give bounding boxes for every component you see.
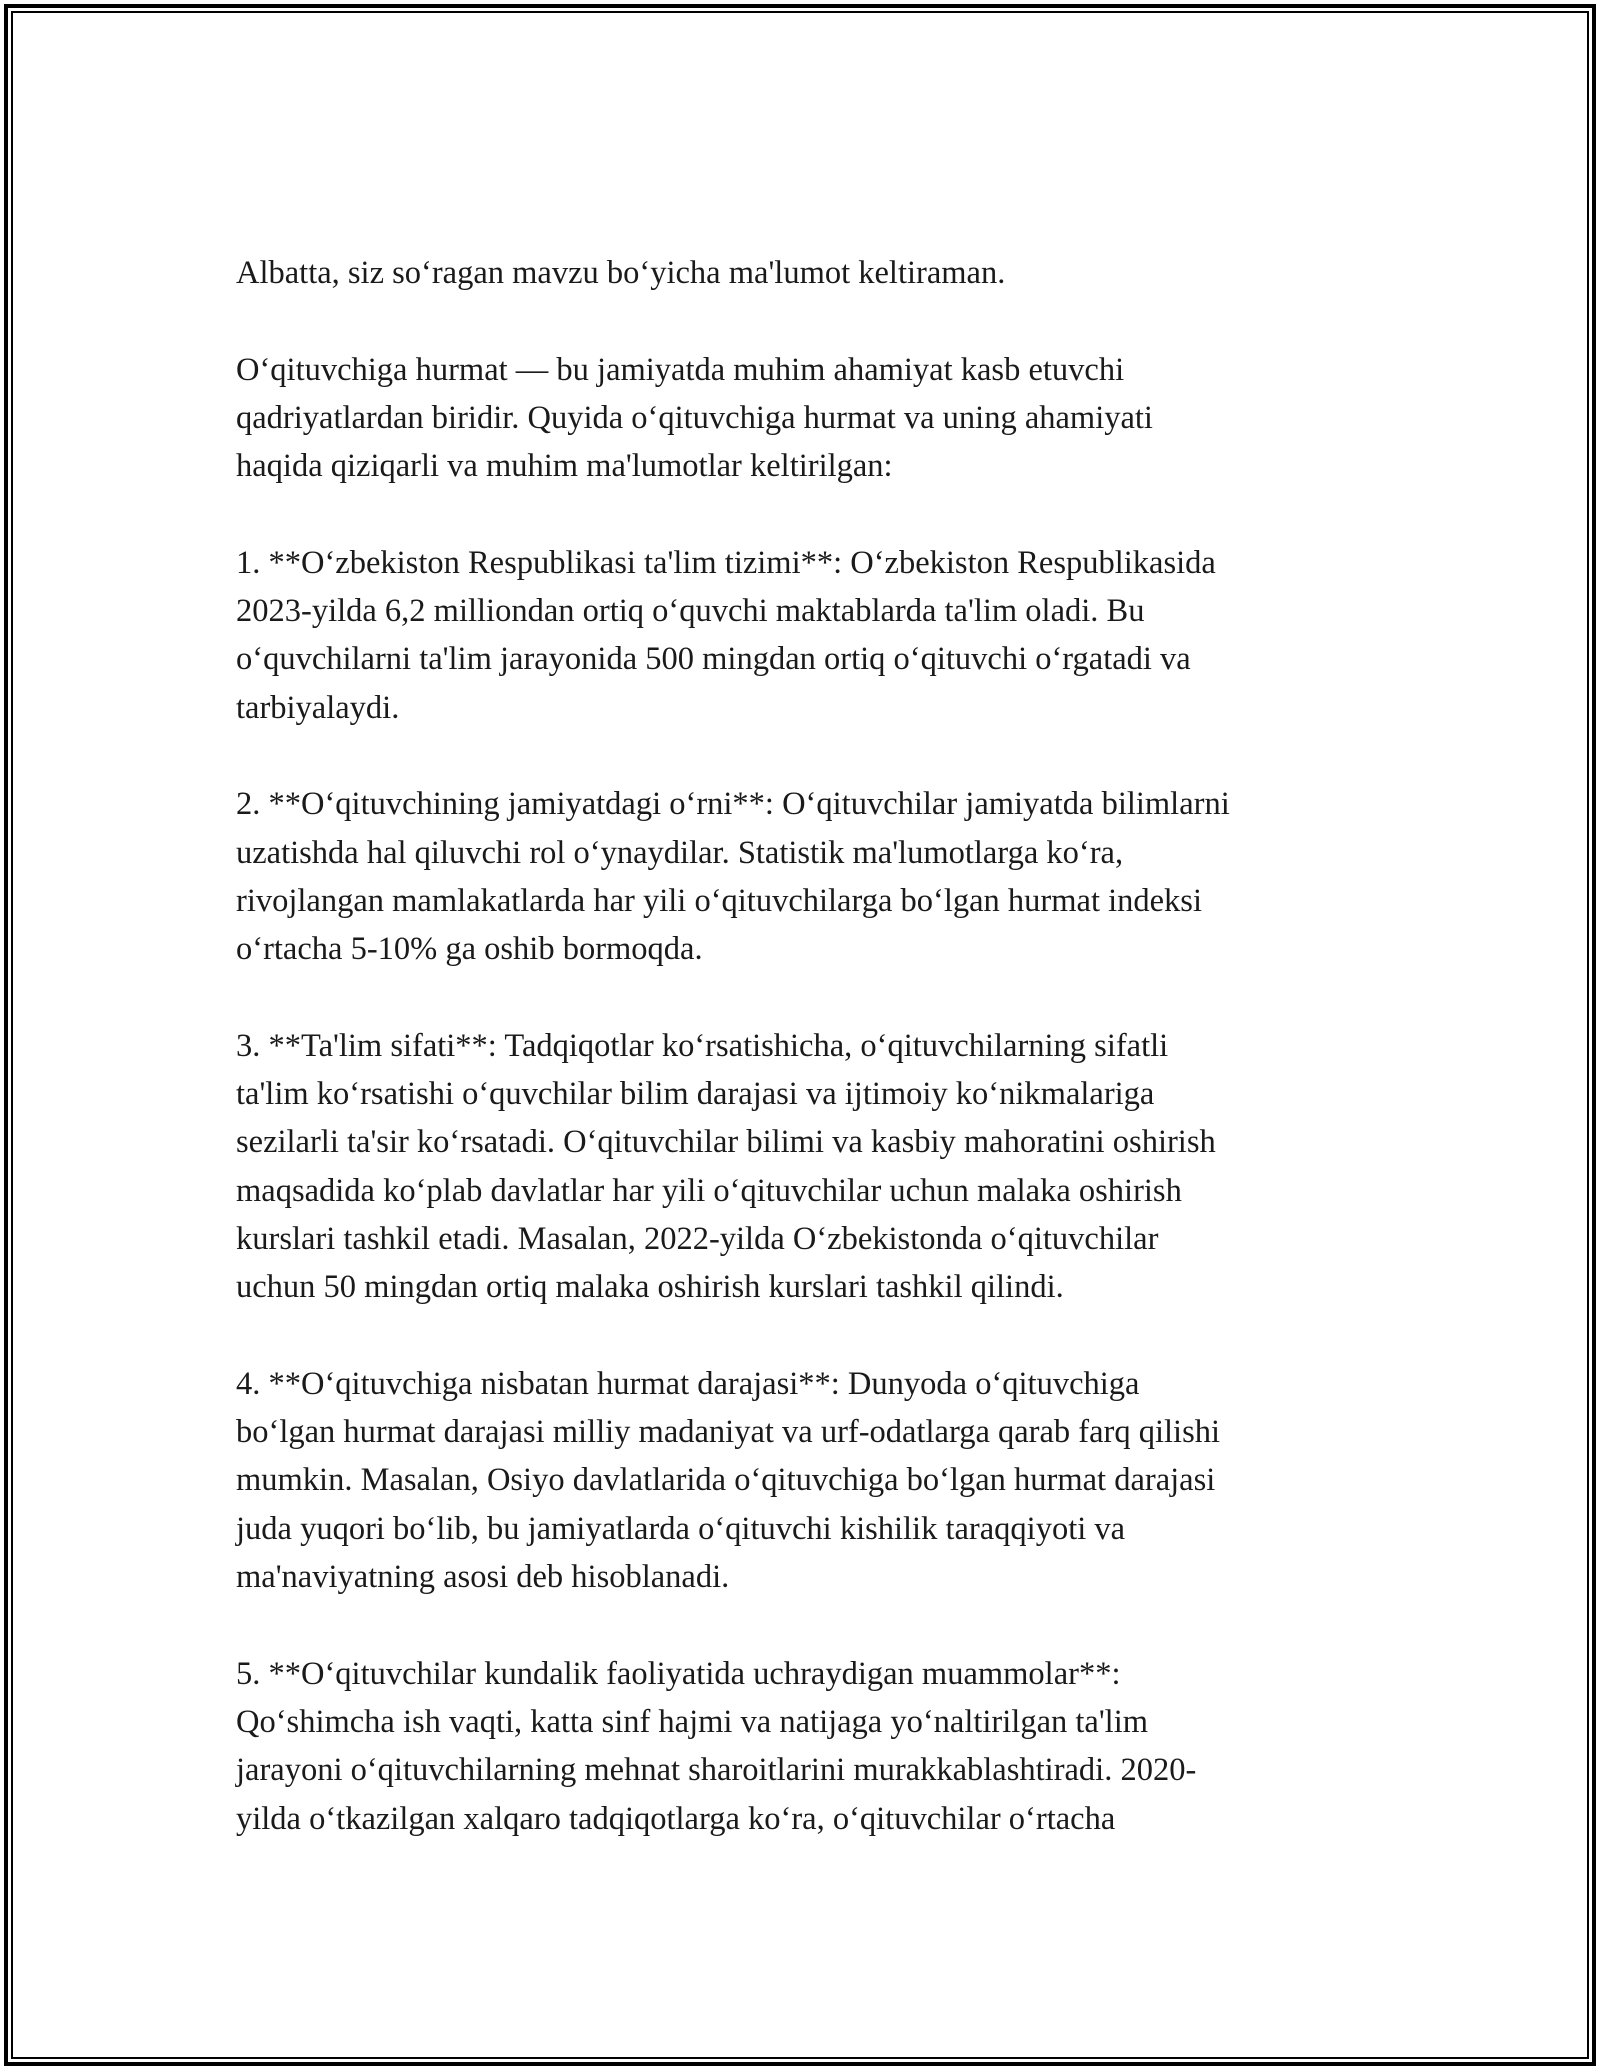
document-body: [236, 249, 1366, 1843]
intro-paragraph: Albatta, siz soʻragan mavzu boʻyicha ma'lumot keltiraman.: [236, 255, 1006, 291]
list-item: 4. **Oʻqituvchiga nisbatan hurmat darajasi**: Dunyoda oʻqituvchiga boʻlgan hurmat darajasi milliy madaniyat va urf-odatlarga qarab farq qilishi mumkin. Masalan, Osiyo davlatlarida oʻqituvchiga boʻlgan hurmat darajasi juda yuqori boʻlib, bu jamiyatlarda oʻqituvchi kishilik taraqqiyoti va ma'naviyatning asosi deb hisoblanadi.: [236, 1365, 1220, 1596]
list-item: 2. **Oʻqituvchining jamiyatdagi oʻrni**: Oʻqituvchilar jamiyatda bilimlarni uzatishda hal qiluvchi rol oʻynaydilar. Statistik ma'lumotlarga koʻra, rivojlangan mamlakatlarda har yili oʻqituvchilarga boʻlgan hurmat indeksi oʻrtacha 5-10% ga oshib bormoqda.: [236, 786, 1230, 968]
list-item: 1. **Oʻzbekiston Respublikasi ta'lim tizimi**: Oʻzbekiston Respublikasida 2023-yilda 6,2 milliondan ortiq oʻquvchi maktablarda ta'lim oladi. Bu oʻquvchilarni ta'lim jarayonida 500 mingdan ortiq oʻqituvchi oʻrgatadi va tarbiyalaydi.: [236, 544, 1216, 726]
lead-paragraph: Oʻqituvchiga hurmat — bu jamiyatda muhim ahamiyat kasb etuvchi qadriyatlardan biridir. Quyida oʻqituvchiga hurmat va uning ahamiyati haqida qiziqarli va muhim ma'lumotlar keltirilgan:: [236, 351, 1153, 485]
list-item: 5. **Oʻqituvchilar kundalik faoliyatida uchraydigan muammolar**: Qoʻshimcha ish vaqti, katta sinf hajmi va natijaga yoʻnaltirilgan ta'lim jarayoni oʻqituvchilarning mehnat sharoitlarini murakkablashtiradi. 2020- yilda oʻtkazilgan xalqaro tadqiqotlarga koʻra, oʻqituvchilar oʻrtacha: [236, 1655, 1197, 1837]
list-item: 3. **Ta'lim sifati**: Tadqiqotlar koʻrsatishicha, oʻqituvchilarning sifatli ta'lim koʻrsatishi oʻquvchilar bilim darajasi va ijtimoiy koʻnikmalariga sezilarli ta'sir koʻrsatadi. Oʻqituvchilar bilimi va kasbiy mahoratini oshirish maqsadida koʻplab davlatlar har yili oʻqituvchilar uchun malaka oshirish kurslari tashkil etadi. Masalan, 2022-yilda Oʻzbekistonda oʻqituvchilar uchun 50 mingdan ortiq malaka oshirish kurslari tashkil qilindi.: [236, 1027, 1216, 1306]
